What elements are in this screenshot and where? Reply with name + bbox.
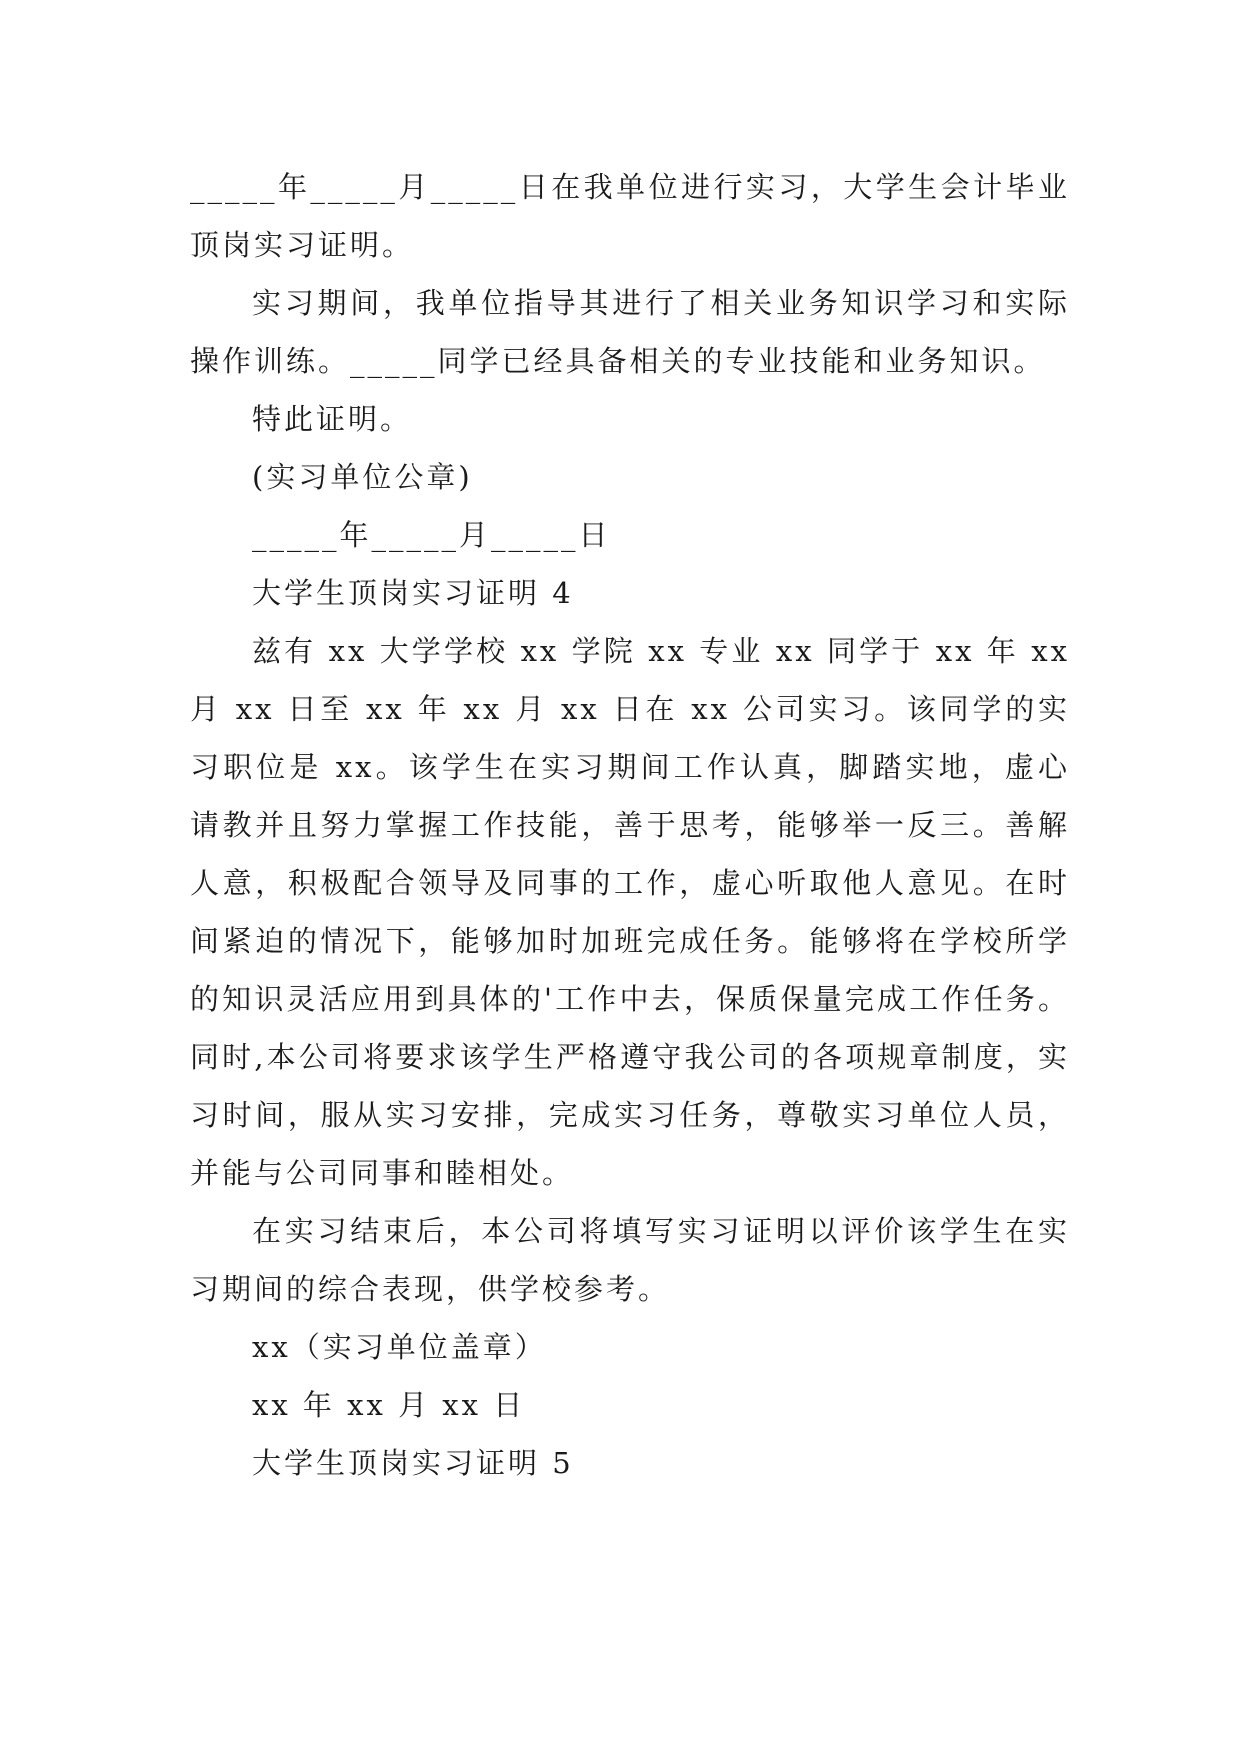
document-body <box>190 158 1083 1492</box>
paragraph-date-xx: xx 年 xx 月 xx 日 <box>252 1388 526 1422</box>
paragraph-hereby-certify: 特此证明。 <box>252 402 413 436</box>
section-heading-5: 大学生顶岗实习证明 5 <box>252 1446 574 1480</box>
paragraph-after-internship: 在实习结束后，本公司将填写实习证明以评价该学生在实习期间的综合表现，供学校参考。 <box>190 1214 1070 1306</box>
paragraph-internship-period: 实习期间，我单位指导其进行了相关业务知识学习和实际操作训练。_____同学已经具备相关的专业技能和业务知识。 <box>190 286 1070 378</box>
paragraph-date-blank: _____年_____月_____日 <box>252 518 611 552</box>
paragraph-date-intro: _____年_____月_____日在我单位进行实习，大学生会计毕业顶岗实习证明。 <box>190 170 1070 262</box>
section-heading-4: 大学生顶岗实习证明 4 <box>252 576 574 610</box>
paragraph-certificate-body: 兹有 xx 大学学校 xx 学院 xx 专业 xx 同学于 xx 年 xx 月 xx 日至 xx 年 xx 月 xx 日在 xx 公司实习。该同学的实习职位是 xx。该学生在实习期间工作认真，脚踏实地，虚心请教并且努力掌握工作技能，善于思考，能够举一反三。善解人意，积极配合领导及同事的工作，虚心听取他人意见。在时间紧迫的情况下，能够加时加班完成任务。能够将在学校所学的知识灵活应用到具体的'工作中去，保质保量完成工作任务。同时,本公司将要求该学生严格遵守我公司的各项规章制度，实习时间，服从实习安排，完成实习任务，尊敬实习单位人员，并能与公司同事和睦相处。 <box>190 634 1083 1190</box>
paragraph-seal-xx: xx（实习单位盖章） <box>252 1330 547 1364</box>
paragraph-seal-note: (实习单位公章) <box>252 460 473 494</box>
